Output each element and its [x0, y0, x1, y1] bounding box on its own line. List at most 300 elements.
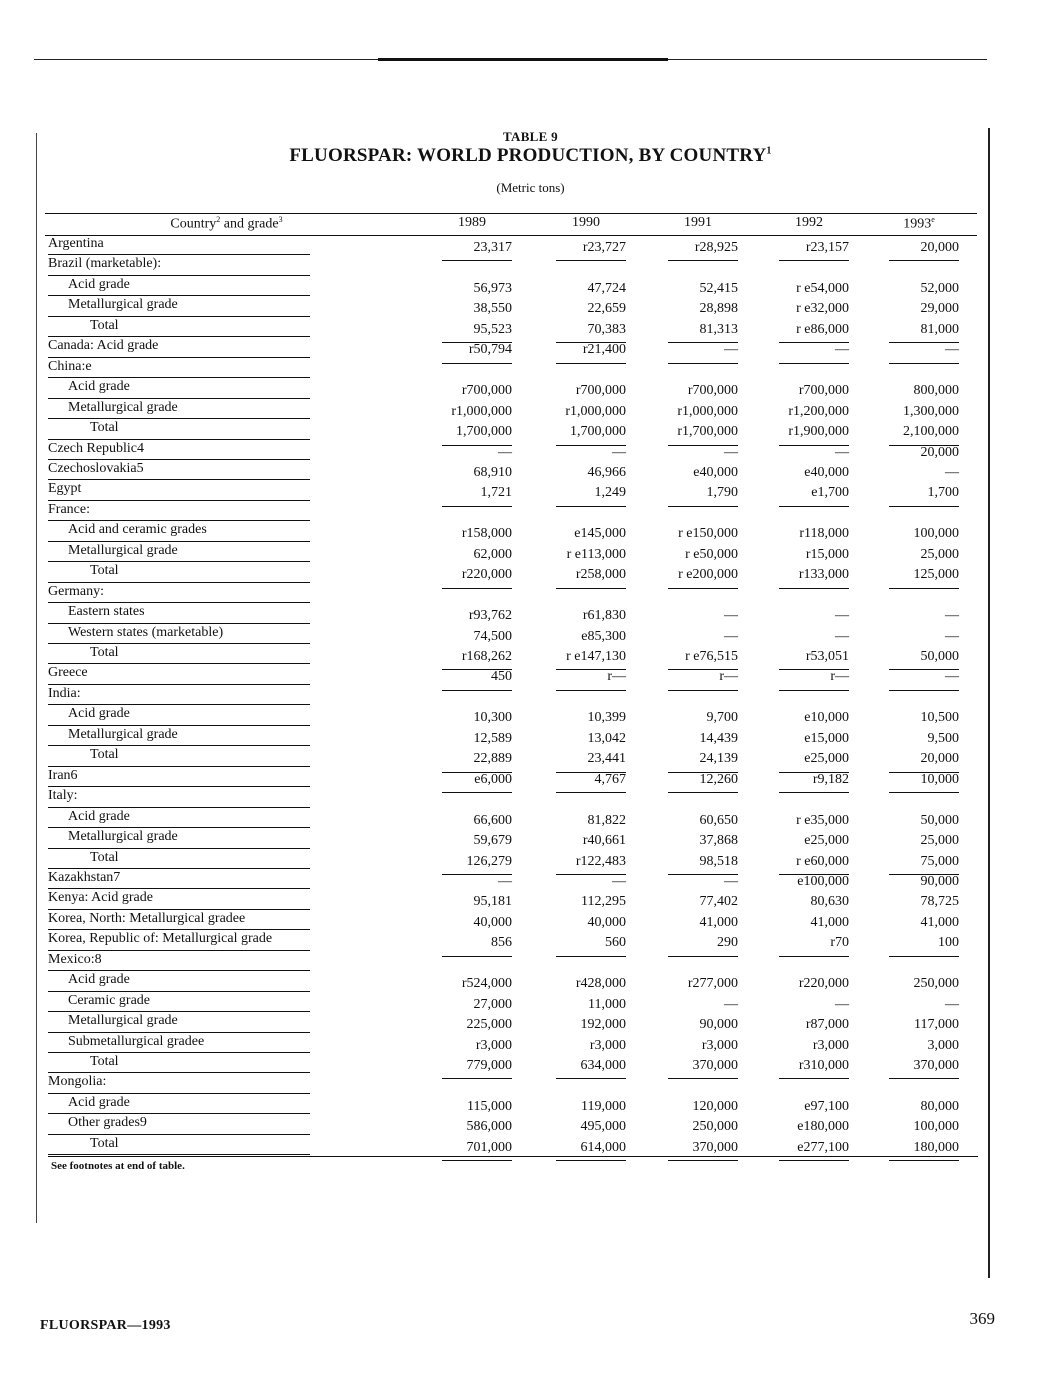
table-cell: r21,400 [582, 342, 626, 358]
row-label: Iran6 [48, 767, 78, 783]
table-cell: — [945, 996, 959, 1012]
row-label-rule [48, 275, 310, 276]
table-cell: 120,000 [692, 1098, 738, 1114]
left-margin-rule [36, 133, 37, 1223]
table-cell: 119,000 [581, 1098, 626, 1114]
table-cell: 1,300,000 [903, 403, 959, 419]
row-label: Acid grade [68, 808, 130, 824]
table-cell: 3,000 [927, 1037, 959, 1053]
column-rule [668, 588, 738, 589]
table-cell: 80,630 [810, 894, 849, 910]
table-cell: r220,000 [461, 567, 512, 583]
column-rule [779, 363, 849, 364]
row-label: France: [48, 501, 90, 517]
table-cell: 4,767 [594, 771, 626, 787]
column-rule [556, 1078, 626, 1079]
row-label: Other grades9 [68, 1115, 147, 1131]
table-cell: e40,000 [804, 464, 849, 480]
table-cell: 95,523 [473, 321, 512, 337]
table-cell: r118,000 [799, 526, 849, 542]
table-cell: — [724, 342, 738, 358]
row-label: Czech Republic4 [48, 440, 145, 456]
table-cell: 800,000 [913, 383, 959, 399]
row-label-rule [48, 909, 310, 910]
table-cell: 77,402 [699, 894, 738, 910]
table-cell: 28,898 [699, 301, 738, 317]
table-cell: r1,000,000 [677, 403, 738, 419]
table-cell: — [835, 444, 849, 460]
row-label: India: [48, 685, 81, 701]
table-cell: 100,000 [913, 1119, 959, 1135]
table-cell: 250,000 [692, 1119, 738, 1135]
header-year-footnote: e [931, 215, 935, 224]
column-rule [556, 506, 626, 507]
table-cell: r700,000 [575, 383, 626, 399]
row-label-rule [48, 418, 310, 419]
table-cell: r e76,515 [685, 649, 738, 664]
table-cell: 634,000 [580, 1058, 626, 1073]
row-label: Metallurgical grade [68, 399, 178, 415]
table-cell: e277,100 [797, 1139, 849, 1155]
table-cell: r168,262 [461, 649, 512, 664]
row-label: Acid grade [68, 1094, 130, 1110]
header-year [432, 215, 512, 231]
row-label-rule [48, 704, 310, 705]
header-country-grade [45, 215, 408, 233]
table-cell: r700,000 [687, 383, 738, 399]
table-cell: r310,000 [798, 1058, 849, 1073]
column-rule [442, 956, 512, 957]
table-cell: r258,000 [575, 567, 626, 583]
table-cell: — [724, 996, 738, 1012]
table-cell: 29,000 [920, 301, 959, 317]
column-rule [889, 1078, 959, 1079]
column-rule [889, 260, 959, 261]
column-rule [779, 792, 849, 793]
column-rule [442, 363, 512, 364]
table-cell: 856 [491, 935, 512, 951]
row-label: Korea, North: Metallurgical gradee [48, 910, 246, 926]
table-cell: 81,000 [920, 321, 959, 337]
table-cell: 1,700 [927, 485, 959, 501]
row-label-rule [48, 684, 310, 685]
row-label-rule [48, 745, 310, 746]
table-units: (Metric tons) [496, 180, 565, 195]
column-rule [779, 956, 849, 957]
column-rule [442, 690, 512, 691]
table-cell: 90,000 [699, 1017, 738, 1033]
column-rule [889, 956, 959, 957]
table-cell: r3,000 [701, 1037, 738, 1053]
table-cell: 66,600 [473, 812, 512, 828]
header-grade-text: and grade [220, 216, 279, 232]
table-cell: 586,000 [466, 1119, 512, 1135]
table-cell: 41,000 [699, 914, 738, 930]
table-cell: r1,000,000 [451, 403, 512, 419]
table-cell: 41,000 [810, 914, 849, 930]
row-label: Canada: Acid grade [48, 338, 159, 354]
table-cell: 56,973 [473, 280, 512, 296]
row-label: Italy: [48, 788, 78, 804]
column-rule [779, 690, 849, 691]
row-label: Submetallurgical gradee [68, 1033, 205, 1049]
row-label-rule [48, 643, 310, 644]
column-rule [556, 1160, 626, 1161]
row-label: Total [90, 849, 119, 865]
table-cell: r23,157 [805, 240, 849, 255]
column-rule [442, 506, 512, 507]
column-rule [556, 363, 626, 364]
table-cell: 1,721 [480, 485, 512, 501]
table-cell: e40,000 [693, 464, 738, 480]
table-cell: r524,000 [461, 976, 512, 992]
table-cell: — [724, 628, 738, 644]
table-cell: 100 [938, 935, 959, 951]
table-cell: r277,000 [687, 976, 738, 992]
column-rule [668, 1078, 738, 1079]
table-cell: e180,000 [797, 1119, 849, 1135]
table-cell: r e35,000 [796, 812, 849, 828]
column-rule [668, 956, 738, 957]
table-cell: r428,000 [575, 976, 626, 992]
table-cell: — [945, 669, 959, 685]
table-cell: 52,415 [699, 280, 738, 296]
table-cell: r50,794 [468, 342, 512, 358]
table-cell: r e200,000 [678, 567, 738, 583]
row-label: Ceramic grade [68, 992, 151, 1008]
column-rule [442, 1078, 512, 1079]
table-cell: e145,000 [574, 526, 626, 542]
header-country-text: Country [170, 216, 217, 232]
column-rule [442, 260, 512, 261]
row-label-rule [48, 950, 310, 951]
table-cell: 68,910 [473, 464, 512, 480]
table-cell: 47,724 [587, 280, 626, 296]
row-label: Metallurgical grade [68, 726, 178, 742]
column-rule [442, 588, 512, 589]
column-rule [779, 588, 849, 589]
table-cell: 370,000 [692, 1058, 738, 1073]
table-cell: 95,181 [473, 894, 512, 910]
row-label-rule [48, 295, 310, 296]
top-rule-accent [378, 58, 668, 61]
row-label: Metallurgical grade [68, 829, 178, 845]
table-cell: r28,925 [694, 240, 738, 255]
table-bottom-rule [48, 1156, 978, 1157]
table-cell: 10,399 [587, 710, 626, 726]
row-label: Metallurgical grade [68, 1013, 178, 1029]
row-label-rule [48, 1032, 310, 1033]
table-footnote: See footnotes at end of table. [51, 1160, 185, 1172]
table-cell: r e54,000 [796, 280, 849, 296]
row-label-rule [48, 929, 310, 930]
table-cell: 10,500 [920, 710, 959, 726]
table-cell: — [945, 342, 959, 358]
table-cell: r3,000 [812, 1037, 849, 1053]
table-cell: e25,000 [804, 833, 849, 849]
table-cell: 10,300 [473, 710, 512, 726]
header-year-text: 1991 [684, 215, 712, 230]
row-label-rule [48, 725, 310, 726]
row-label: Korea, Republic of: Metallurgical grade [48, 931, 273, 947]
row-label-rule [48, 807, 310, 808]
table-cell: 115,000 [467, 1098, 512, 1114]
table-cell: 78,725 [920, 894, 959, 910]
table-cell: e1,700 [811, 485, 849, 501]
column-rule [556, 690, 626, 691]
row-label-rule [48, 336, 310, 337]
row-label-rule [48, 582, 310, 583]
table-cell: 9,700 [706, 710, 738, 726]
table-cell: e100,000 [797, 873, 849, 889]
table-cell: r70 [830, 935, 849, 951]
table-cell: 20,000 [920, 444, 959, 460]
right-margin-rule [988, 128, 990, 1278]
table-cell: r9,182 [812, 771, 849, 787]
table-cell: r— [719, 669, 738, 685]
table-cell: r700,000 [798, 383, 849, 399]
table-cell: r87,000 [805, 1017, 849, 1033]
column-rule [889, 792, 959, 793]
table-cell: 90,000 [920, 873, 959, 889]
table-cell: r e113,000 [566, 546, 626, 562]
row-label: Kenya: Acid grade [48, 890, 153, 906]
row-label: Kazakhstan7 [48, 869, 121, 885]
row-label-rule [48, 827, 310, 828]
row-label-rule [48, 786, 310, 787]
table-cell: r53,051 [805, 649, 849, 664]
table-cell: r3,000 [589, 1037, 626, 1053]
row-label-rule [48, 520, 310, 521]
table-cell: 81,313 [699, 321, 738, 337]
table-cell: 52,000 [920, 280, 959, 296]
column-rule [668, 1160, 738, 1161]
table-cell: 12,589 [473, 730, 512, 746]
row-label: Acid grade [68, 706, 130, 722]
column-rule [779, 1078, 849, 1079]
row-label-rule [48, 357, 310, 358]
row-label-rule [48, 541, 310, 542]
row-label-rule [48, 1113, 310, 1114]
row-label-rule [48, 1052, 310, 1053]
table-cell: — [835, 608, 849, 624]
column-rule [668, 506, 738, 507]
table-cell: 192,000 [580, 1017, 626, 1033]
table-cell: 81,822 [587, 812, 626, 828]
column-rule [442, 1160, 512, 1161]
table-cell: r e50,000 [685, 546, 738, 562]
table-cell: e6,000 [474, 771, 512, 787]
row-label: Total [90, 747, 119, 763]
table-cell: — [498, 873, 512, 889]
row-label: Germany: [48, 583, 104, 599]
table-cell: 112,295 [581, 894, 626, 910]
row-label-rule [48, 848, 310, 849]
table-cell: 11,000 [588, 996, 626, 1012]
header-bottom-rule [45, 235, 977, 236]
table-cell: 180,000 [913, 1139, 959, 1155]
table-cell: 701,000 [466, 1139, 512, 1155]
header-year-text: 1993 [903, 216, 932, 232]
row-label-rule [48, 459, 310, 460]
table-cell: r1,900,000 [788, 424, 849, 440]
table-cell: r15,000 [805, 546, 849, 562]
table-cell: e25,000 [804, 751, 849, 767]
table-cell: 50,000 [920, 649, 959, 664]
header-year [769, 215, 849, 231]
row-label-rule [48, 623, 310, 624]
table-cell: r1,200,000 [788, 403, 849, 419]
table-cell: 75,000 [920, 853, 959, 869]
row-label: Total [90, 1054, 119, 1069]
row-label: Acid grade [68, 276, 130, 292]
row-label-rule [48, 377, 310, 378]
table-cell: — [498, 444, 512, 460]
row-label-rule [48, 439, 310, 440]
table-cell: r— [830, 669, 849, 685]
table-cell: r e32,000 [796, 301, 849, 317]
header-year [658, 215, 738, 231]
table-cell: r158,000 [461, 526, 512, 542]
table-cell: 117,000 [914, 1017, 959, 1033]
column-rule [668, 690, 738, 691]
table-cell: 50,000 [920, 812, 959, 828]
table-cell: 370,000 [692, 1139, 738, 1155]
table-cell: r61,830 [582, 608, 626, 624]
column-rule [556, 260, 626, 261]
table-cell: 62,000 [473, 546, 512, 562]
table-cell: 13,042 [587, 730, 626, 746]
header-year [546, 215, 626, 231]
column-rule [668, 792, 738, 793]
table-cell: 22,889 [473, 751, 512, 767]
column-rule [889, 506, 959, 507]
table-cell: 27,000 [473, 996, 512, 1012]
table-cell: 25,000 [920, 546, 959, 562]
column-rule [556, 588, 626, 589]
table-cell: 290 [717, 935, 738, 951]
header-year-text: 1990 [572, 215, 600, 230]
table-cell: 74,500 [473, 628, 512, 644]
table-cell: 12,260 [699, 771, 738, 787]
page-number: 369 [969, 1309, 995, 1328]
table-cell: — [945, 628, 959, 644]
row-label: Acid grade [68, 379, 130, 395]
table-cell: r133,000 [798, 567, 849, 583]
table-cell: r— [607, 669, 626, 685]
column-rule [889, 1160, 959, 1161]
table-title-text: FLUORSPAR: WORLD PRODUCTION, BY COUNTRY [289, 145, 767, 166]
row-label: Brazil (marketable): [48, 256, 162, 272]
table-cell: 1,700,000 [570, 424, 626, 440]
row-label: Acid grade [68, 972, 130, 988]
table-cell: 1,249 [594, 485, 626, 501]
table-cell: 10,000 [920, 771, 959, 787]
column-rule [889, 588, 959, 589]
table-cell: 495,000 [580, 1119, 626, 1135]
row-label-rule [48, 1093, 310, 1094]
table-cell: 23,317 [473, 240, 512, 255]
header-country-footnote: 2 [216, 215, 221, 224]
column-rule [668, 260, 738, 261]
table-cell: r1,000,000 [565, 403, 626, 419]
table-cell: 370,000 [913, 1058, 959, 1073]
row-label-rule [48, 254, 310, 255]
column-rule [668, 363, 738, 364]
footer-running-title: FLUORSPAR—1993 [40, 1318, 171, 1333]
table-cell: r700,000 [461, 383, 512, 399]
row-label: China:e [48, 358, 92, 374]
table-cell: r e60,000 [796, 853, 849, 869]
row-label-rule [48, 1134, 310, 1135]
table-cell: — [835, 342, 849, 358]
table-cell: 25,000 [920, 833, 959, 849]
row-label: Greece [48, 665, 88, 681]
table-cell: 23,441 [587, 751, 626, 767]
header-grade-footnote: 3 [278, 215, 283, 224]
column-rule [556, 792, 626, 793]
table-cell: 60,650 [699, 812, 738, 828]
row-label: Mongolia: [48, 1074, 107, 1090]
row-label: Total [90, 563, 119, 579]
table-cell: 250,000 [913, 976, 959, 992]
header-top-rule [45, 213, 977, 214]
row-label-rule [48, 888, 310, 889]
table-cell: 40,000 [473, 914, 512, 930]
table-cell: 1,700,000 [456, 424, 512, 440]
table-cell: 9,500 [927, 730, 959, 746]
table-cell: 125,000 [913, 567, 959, 583]
table-cell: — [612, 873, 626, 889]
table-cell: 59,679 [473, 833, 512, 849]
row-label: Total [90, 645, 119, 660]
table-cell: r220,000 [798, 976, 849, 992]
row-label-rule [48, 500, 310, 501]
row-label: Argentina [48, 236, 104, 251]
row-label-rule [48, 991, 310, 992]
table-cell: 126,279 [466, 853, 512, 869]
row-label: Western states (marketable) [68, 624, 224, 640]
table-title-footnote: 1 [766, 145, 772, 157]
table-cell: 38,550 [473, 301, 512, 317]
row-label-rule [48, 868, 310, 869]
row-label: Metallurgical grade [68, 297, 178, 313]
row-label: Egypt [48, 481, 82, 497]
table-cell: 2,100,000 [903, 424, 959, 440]
table-cell: — [724, 873, 738, 889]
column-rule [442, 792, 512, 793]
table-cell: — [724, 608, 738, 624]
table-cell: 100,000 [913, 526, 959, 542]
row-label-rule [48, 970, 310, 971]
row-label-rule [48, 398, 310, 399]
table-cell: — [724, 444, 738, 460]
table-cell: r3,000 [475, 1037, 512, 1053]
column-rule [779, 506, 849, 507]
table-cell: — [835, 628, 849, 644]
header-year-text: 1992 [795, 215, 823, 230]
table-cell: 41,000 [920, 914, 959, 930]
table-cell: 80,000 [920, 1098, 959, 1114]
table-cell: e15,000 [804, 730, 849, 746]
column-rule [556, 956, 626, 957]
row-label: Metallurgical grade [68, 542, 178, 558]
row-label-rule [48, 1072, 310, 1073]
table-cell: r e86,000 [796, 321, 849, 337]
table-cell: 614,000 [580, 1139, 626, 1155]
table-cell: 1,790 [706, 485, 738, 501]
table-cell: — [835, 996, 849, 1012]
